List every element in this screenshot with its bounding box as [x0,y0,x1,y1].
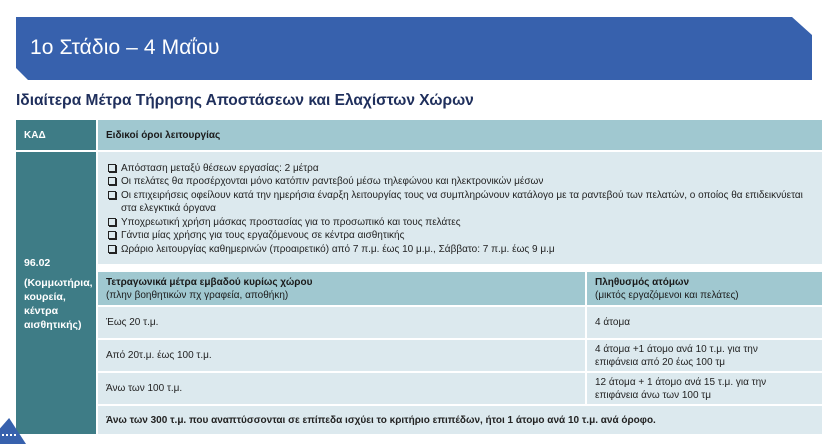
population-line: επιφάνεια άνω των 100 τμ [595,389,712,401]
kad-code: 96.02 [24,257,51,269]
population-header-note: (μικτός εργαζόμενοι και πελάτες) [595,289,739,301]
condition-text: Ωράριο λειτουργίας καθημερινών (προαιρετικό) από 7 π.μ. έως 10 μ.μ., Σάββατο: 7 π.μ. έως 9 μ.μ [121,243,555,255]
condition-item [108,229,404,242]
logo-dots-icon [2,434,16,438]
kad-description: (Κομμωτήρια, κουρεία, κέντρα αισθητικής) [24,277,93,331]
condition-text: Απόσταση μεταξύ θέσεων εργασίας: 2 μέτρα [121,163,319,175]
population-header-title: Πληθυσμός ατόμων [595,276,690,288]
population-line: επιφάνεια από 20 έως 100 τμ [595,356,726,368]
slide-subtitle: Ιδιαίτερα Μέτρα Τήρησης Αποστάσεων και Ελαχίστων Χώρων [16,92,474,109]
conditions-header: Ειδικοί όροι λειτουργίας [98,120,822,150]
area-cell: Από 20τ.μ. έως 100 τ.μ. [98,340,585,371]
condition-text: Υποχρεωτική χρήση μάσκας προστασίας για το προσωπικό και τους πελάτες [121,216,461,228]
condition-item [108,162,319,175]
area-cell: Άνω των 100 τ.μ. [98,373,585,404]
condition-item [108,189,821,216]
checkbox-square-icon [108,177,116,185]
condition-text: Οι επιχειρήσεις οφείλουν κατά την ημερήσια έναρξη λειτουργίας τους να συμπληρώνουν κατάλογο με τα ραντεβού των πελατών, ο οποίος θα επιδεικνύεται στα ελεγκτικά όργανα [121,189,803,215]
measures-table [16,120,822,434]
area-header-title: Τετραγωνικά μέτρα εμβαδού κυρίως χώρου [106,276,313,288]
kad-cell [16,152,96,434]
population-cell [587,373,822,404]
checkbox-square-icon [108,231,116,239]
population-line: 12 άτομα + 1 άτομο ανά 15 τ.μ. για την [595,376,767,388]
population-header [587,272,822,305]
footer-note: Άνω των 300 τ.μ. που αναπτύσσονται σε επίπεδα ισχύει το κριτήριο επιπέδων, ήτοι 1 άτομο ανά 10 τ.μ. ανά όροφο. [98,406,822,434]
checkbox-square-icon [108,191,116,199]
population-cell [587,340,822,371]
area-header [98,272,585,305]
conditions-list [98,152,822,264]
checkbox-square-icon [108,164,116,172]
condition-text: Γάντια μίας χρήσης για τους εργαζόμενους σε κέντρα αισθητικής [121,230,405,242]
condition-text: Οι πελάτες θα προσέρχονται μόνο κατόπιν ραντεβού μέσω τηλεφώνου και ηλεκτρονικών μέσων [121,176,544,188]
population-line: 4 άτομα +1 άτομο ανά 10 τ.μ. για την [595,343,758,355]
checkbox-square-icon [108,245,116,253]
area-cell: Έως 20 τ.μ. [98,307,585,338]
condition-item [108,216,461,229]
condition-item [108,175,543,188]
checkbox-square-icon [108,218,116,226]
kad-header: ΚΑΔ [16,120,96,150]
slide-title: 1ο Στάδιο – 4 Μαΐου [30,36,220,59]
condition-item [108,243,555,256]
area-header-note: (πλην βοηθητικών πχ γραφεία, αποθήκη) [106,289,289,301]
population-cell: 4 άτομα [587,307,822,338]
